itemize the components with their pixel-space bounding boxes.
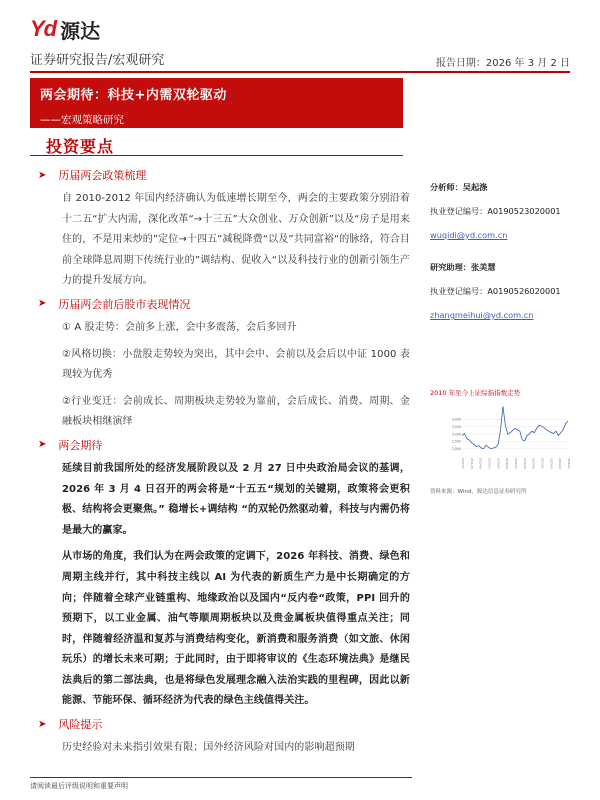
- x-tick-label: 2019-05: [522, 458, 526, 469]
- x-tick-label: 2018-01: [514, 458, 517, 469]
- subheading-market-performance: [38, 295, 410, 313]
- subheading-risk-warning: [38, 715, 410, 733]
- subheading-expectations: [38, 436, 410, 454]
- footer-disclaimer: 请阅读最后评级说明和重要声明: [30, 782, 128, 790]
- triangle-bullet-icon: ➤: [38, 169, 47, 181]
- x-tick-label: 2015-05: [496, 458, 500, 469]
- x-tick-label: 2020-09: [531, 458, 535, 469]
- y-tick-label: 3,500: [451, 425, 461, 430]
- subheading-label: 历届两会前后股市表现情况: [58, 297, 191, 311]
- index-trend-chart: [450, 398, 570, 478]
- footer-divider: [30, 777, 412, 778]
- company-logo: [30, 14, 100, 44]
- logo-mark: Yd: [30, 16, 57, 41]
- y-tick-label: 3,000: [451, 432, 461, 437]
- x-tick-label: 2014-01: [487, 458, 491, 469]
- report-subtitle: ——宏观策略研究: [40, 114, 124, 126]
- report-header-bar: [30, 47, 570, 73]
- subheading-label: 风险提示: [58, 718, 103, 732]
- report-type: 证券研究报告/宏观研究: [30, 53, 165, 68]
- y-tick-label: 2,500: [451, 439, 461, 444]
- sidebar-analysts: [430, 180, 590, 322]
- analyst-license: 执业登记编号：A0190523020001: [430, 206, 561, 216]
- triangle-bullet-icon: ➤: [38, 718, 47, 730]
- series-line: [462, 406, 568, 448]
- paragraph: 历史经验对未来指引效果有限；国外经济风险对国内的影响超预期: [62, 742, 355, 754]
- report-date: 报告日期：2026 年 3 月 2 日: [435, 58, 570, 69]
- y-tick-label: 2,000: [451, 446, 461, 451]
- chart-source: 资料来源：Wind，源达信息证券研究所: [430, 489, 527, 495]
- x-tick-label: 2011-05: [469, 458, 473, 469]
- x-tick-label: 2023-05: [549, 458, 553, 469]
- y-tick-label: 4,000: [451, 417, 461, 422]
- chart-title: 2010 年至今上证综指指数走势: [430, 389, 521, 397]
- paragraph: ②风格切换：小盘股走势较为突出，其中会中、会前以及会后以中证 1000 表现较为优秀: [62, 348, 410, 381]
- paragraph: 延续目前我国所处的经济发展阶段以及 2 月 27 日中央政治局会议的基调，2026 年 3 月 4 日召开的两会将是“十五五“规划的关键期，政策将会更积极、结构将会更聚焦。” 稳增长+调结构 “的双轮仍然驱动着，科技与内需仍将是最大的赢家。: [62, 462, 410, 536]
- paragraph: ②行业变迁：会前成长、周期板块走势较为靠前，会后成长、消费、周期、金融板块相继演绎: [62, 395, 410, 428]
- paragraph: ① A 股走势：会前多上涨，会中多震荡，会后多回升: [62, 321, 297, 333]
- assistant-name: 研究助理：张美慧: [430, 262, 496, 272]
- triangle-bullet-icon: ➤: [38, 298, 47, 310]
- x-tick-label: 2026-01: [567, 458, 570, 469]
- x-tick-label: 2016-09: [505, 458, 509, 469]
- analyst-name: 分析师：吴起涤: [430, 182, 488, 192]
- section-heading-investment-points: [30, 132, 403, 156]
- x-tick-label: 2024-09: [558, 458, 562, 469]
- subheading-policy-review: [38, 166, 410, 184]
- x-tick-label: 2010-01: [461, 458, 464, 469]
- subheading-label: 历届两会政策梳理: [58, 169, 147, 182]
- paragraph: 自 2010-2012 年国内经济确认为低速增长期至今，两会的主要政策分别沿着十二五“扩大内需，深化改革“→十三五”大众创业、万众创新”以及“房子是用来住的，不是用来炒的”定位→十四五”减税降费“以及”共同富裕“的脉络，符合目前全球降息周期下传统行业的”调结构、促收入“以及科技行业的创新引领生产力的提升发展方向。: [62, 193, 410, 287]
- x-tick-label: 2012-09: [478, 458, 482, 469]
- subheading-label: 两会期待: [58, 438, 103, 452]
- paragraph: 从市场的角度，我们认为在两会政策的定调下，2026 年科技、消费、绿色和周期主线并行，其中科技主线以 AI 为代表的新质生产力是中长期确定的方向；伴随着全球产业链重构、地缘政治以及国内“反内卷“政策，PPI 回升的预期下，以工业金属、油气等顺周期板块以及贵金属板块值得重点关注；同时，伴随着经济温和复苏与消费结构变化，新消费和服务消费（如文旅、休闲玩乐）的增长未来可期；于此同时，由于即将审议的《生态环境法典》是继民法典后的第二部法典，也是将绿色发展理念融入法治实践的里程碑，因此以新能源、节能环保、循环经济为代表的绿色主线值得关注。: [62, 551, 410, 707]
- section-title: 投资要点: [46, 137, 115, 156]
- analyst-email-link[interactable]: wuqidi@yd.com.cn: [430, 230, 508, 240]
- logo-name: 源达: [60, 18, 101, 43]
- triangle-bullet-icon: ➤: [38, 439, 47, 451]
- assistant-license: 执业登记编号：A0190526020001: [430, 286, 561, 296]
- x-tick-label: 2022-01: [540, 458, 544, 469]
- assistant-email-link[interactable]: zhangmeihui@yd.com.cn: [430, 310, 534, 320]
- report-title: 两会期待：科技+内需双轮驱动: [40, 88, 227, 103]
- title-banner: [30, 78, 403, 128]
- main-content: [38, 162, 410, 759]
